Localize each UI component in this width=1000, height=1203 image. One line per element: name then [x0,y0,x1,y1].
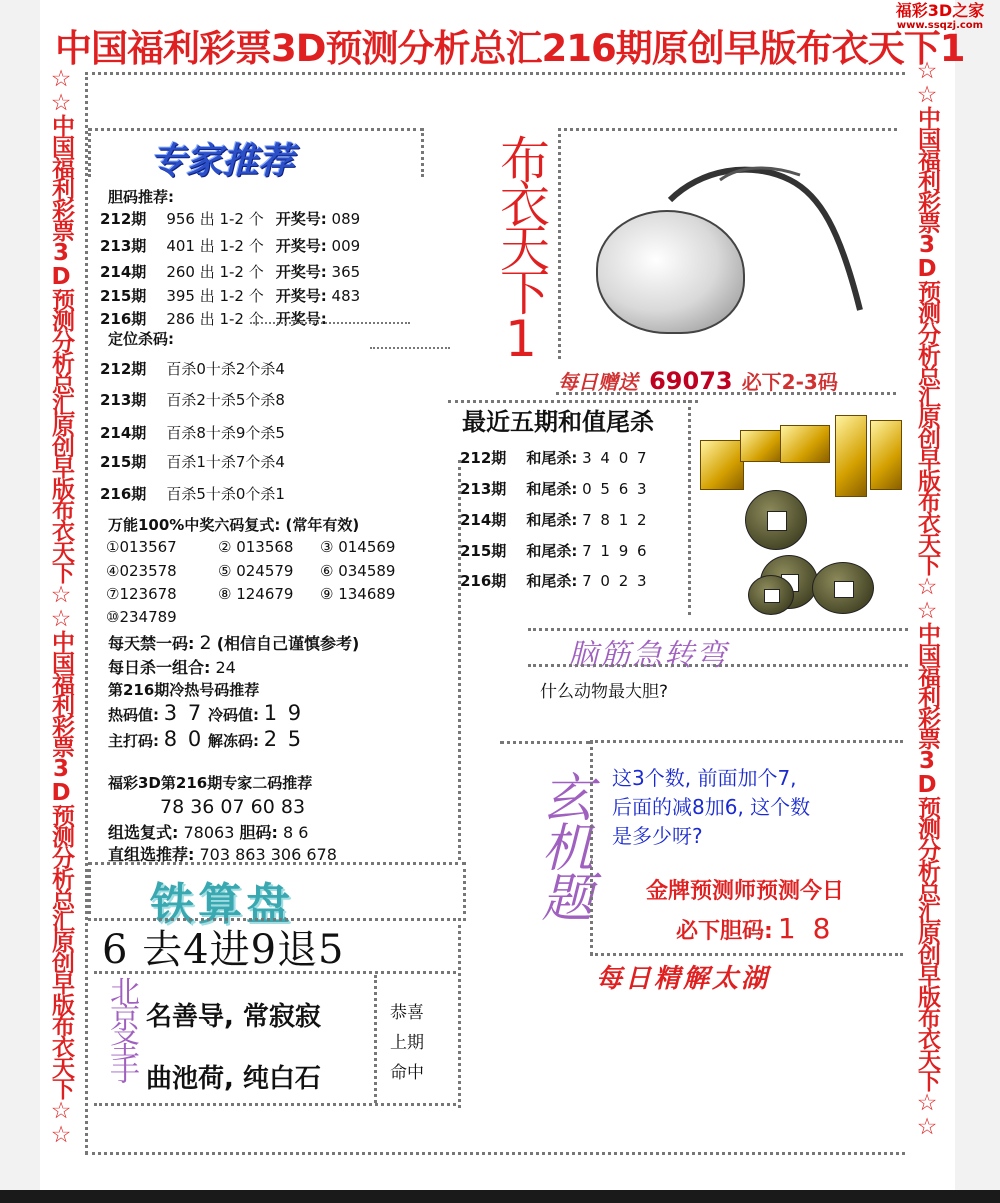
must-code-line: 必下胆码: 1 8 [676,912,835,945]
main-code-line: 主打码: 8 0 解冻码: 2 5 [108,727,304,751]
riddle-title-divider [528,664,908,667]
right-side-banner: ☆☆中国福利彩票3D预测分析总汇原创早版布衣天下☆☆中国福利彩票3D预测分析总汇原创早版布衣天下☆☆ [914,58,940,1138]
kill-row: 213期 百杀2十杀5个杀8 [100,391,285,409]
six-code-item: ⑧ 124679 [218,585,294,603]
sum-tail-row: 214期 和尾杀: 7 8 1 2 [460,511,649,529]
sum-tail-title: 最近五期和值尾杀 [462,407,654,436]
six-code-item: ⑤ 024579 [218,562,294,580]
ban-line: 每天禁一码: 2 (相信自己谨慎参考) [108,632,360,654]
sum-tail-right-divider [688,400,691,615]
abacus-hit-note [390,998,424,1088]
brand-logo[interactable] [880,2,1000,31]
kill-label: 定位杀码: [108,330,174,348]
sum-tail-row: 212期 和尾杀: 3 4 0 7 [460,449,649,467]
six-code-item: ② 013568 [218,538,294,556]
dan-row: 216期 286 出 1-2 个 开奖号: [100,310,327,328]
riddle-title: 脑筋急转弯 [568,638,728,673]
six-code-item: ⑦123678 [106,585,177,603]
hotcold-line: 热码值: 3 7 冷码值: 1 9 [108,701,304,725]
mystery-vertical-title: 玄机题 [532,770,592,920]
abacus-poem-1: 名善导, 常寂寂 [146,1002,321,1032]
kill-row: 215期 百杀1十杀7个杀4 [100,453,285,471]
bottom-divider [85,1152,905,1155]
abacus-title: 铁算盘 [150,879,294,930]
daily-gift-line: 每日赠送 69073 必下2-3码 [558,367,838,395]
two-code-values: 78 36 07 60 83 [160,796,306,818]
expert-title: 专家推荐 [150,141,295,182]
brand-name: 福彩3D之家 [895,1,985,20]
dan-row: 215期 395 出 1-2 个 开奖号: 483 [100,287,361,305]
dan-label: 胆码推荐: [108,188,174,206]
kill-row: 216期 百杀5十杀0个杀1 [100,485,285,503]
sum-tail-row: 215期 和尾杀: 7 1 9 6 [460,542,649,560]
top-divider [85,72,905,75]
direct-line: 直组选推荐: 703 863 306 678 [108,845,337,864]
six-code-label: 万能100%中奖六码复式: (常年有效) [108,516,360,534]
page-title: 中国福利彩票3D预测分析总汇216期原创早版布衣天下1 [55,27,965,70]
abacus-poem-2: 曲池荷, 纯白石 [146,1064,321,1094]
kill-divider [250,322,410,324]
hotcold-label: 第216期冷热号码推荐 [108,681,260,699]
abacus-formula: 6 去4进9退5 [102,927,345,973]
sum-tail-row: 213期 和尾杀: 0 5 6 3 [460,480,649,498]
six-code-item: ⑨ 134689 [320,585,396,603]
riddle-question: 什么动物最大胆? [540,682,669,702]
gift-divider [556,392,896,395]
hit-line-3: 命中 [390,1063,424,1083]
mystery-line-1: 这3个数, 前面加个7, [612,766,797,790]
six-code-item: ⑩234789 [106,608,177,626]
six-code-item: ①013567 [106,538,177,556]
gold-predictor-line: 金牌预测师预测今日 [646,879,845,904]
sum-tail-row: 216期 和尾杀: 7 0 2 3 [460,572,649,590]
abacus-right-divider [458,918,461,1108]
group-line: 组选复式: 78063 胆码: 8 6 [108,823,309,842]
mystery-top-divider [500,741,590,744]
kill-row: 212期 百杀0十杀2个杀4 [100,360,285,378]
kill-divider-2 [370,347,450,349]
hit-line-1: 恭喜 [390,1003,424,1023]
two-code-label: 福彩3D第216期专家二码推荐 [108,774,313,792]
taihu-line: 每日精解太湖 [596,964,771,994]
six-code-item: ③ 014569 [320,538,396,556]
left-divider [85,72,88,1154]
six-code-item: ⑥ 034589 [320,562,396,580]
brand-url: www.ssqzj.com [896,19,984,31]
hit-line-2: 上期 [390,1033,424,1053]
mystery-question [612,764,810,851]
abacus-bottom-divider [94,1103,456,1106]
six-code-item: ④023578 [106,562,177,580]
kill-row: 214期 百杀8十杀9个杀5 [100,424,285,442]
left-side-banner: ☆☆中国福利彩票3D预测分析总汇原创早版布衣天下☆☆中国福利彩票3D预测分析总汇原创早版布衣天下☆☆ [48,66,74,1146]
mystery-line-3: 是多少呀? [612,824,703,848]
kill-combo-line: 每日杀一组合: 24 [108,658,236,677]
abacus-author: 北京圣手 [104,976,139,1080]
dan-row: 212期 956 出 1-2 个 开奖号: 089 [100,210,361,228]
dan-row: 213期 401 出 1-2 个 开奖号: 009 [100,237,361,255]
mystery-line-2: 后面的减8加6, 这个数 [612,795,811,819]
bottom-bar [0,1190,1000,1203]
dan-row: 214期 260 出 1-2 个 开奖号: 365 [100,263,361,281]
buyi-vertical-title: 布衣天下1 [492,134,550,362]
abacus-divider [374,975,377,1103]
